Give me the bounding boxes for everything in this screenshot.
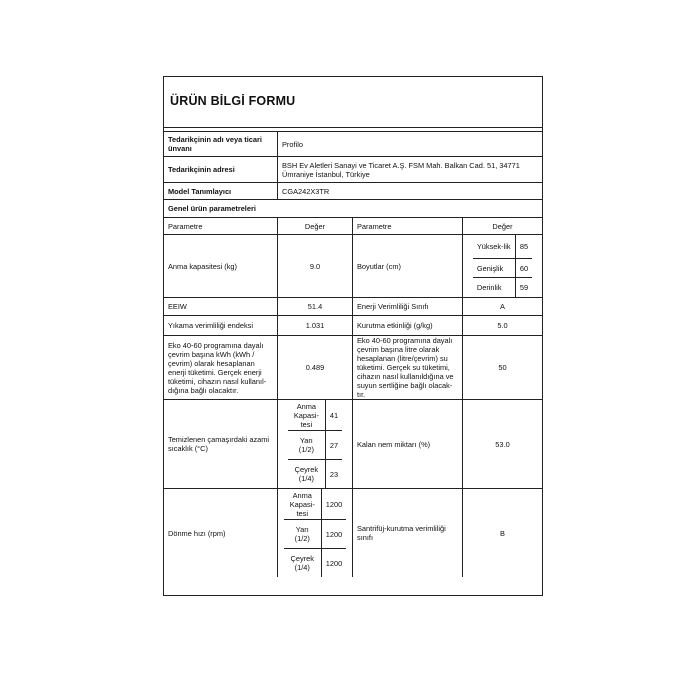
temp-values: [278, 400, 353, 488]
spin-rated-label: Anma Kapasi-tesi: [284, 489, 322, 519]
temperature-row: [164, 399, 542, 488]
capacity-row: [164, 234, 542, 297]
max-temp-label: Temizlenen çamaşırdaki azami sıcaklık (°C): [164, 400, 278, 488]
eeiw-row: [164, 297, 542, 315]
model-value: CGA242X3TR: [282, 186, 330, 196]
supplier-name-row: [164, 131, 542, 156]
header-value-left: Değer: [278, 218, 353, 234]
width-value: 60: [519, 263, 529, 273]
product-info-form: [163, 76, 543, 596]
eeiw-label: EEIW: [164, 298, 278, 315]
temp-half-label: Yarı (1/2): [288, 431, 326, 459]
spin-half-label: Yarı (1/2): [284, 520, 322, 548]
temp-half-value: 27: [329, 440, 339, 450]
model-label: Model Tanımlayıcı: [164, 183, 278, 199]
water-cons-value: 50: [498, 363, 507, 372]
depth-value: 59: [519, 283, 529, 292]
temp-rated-label: Anma Kapasi-tesi: [288, 400, 326, 430]
supplier-address-row: [164, 156, 542, 182]
width-label: Genişlik: [473, 259, 516, 277]
consumption-row: [164, 335, 542, 399]
energy-class-value: A: [500, 302, 505, 311]
form-title: ÜRÜN BİLGİ FORMU: [164, 77, 542, 128]
spin-label: Dönme hızı (rpm): [164, 489, 278, 577]
height-label: Yüksek-lik: [473, 235, 516, 258]
dimensions-values: [463, 235, 542, 297]
spin-row: [164, 488, 542, 577]
model-row: [164, 182, 542, 199]
rinse-eff-value: 5.0: [497, 321, 508, 330]
spin-rated-value: 1200: [325, 499, 343, 509]
general-params-heading: Genel ürün parametreleri: [168, 204, 256, 213]
header-param-left: Parametre: [164, 218, 278, 234]
header-param-right: Parametre: [353, 218, 463, 234]
residual-label: Kalan nem miktarı (%): [353, 400, 463, 488]
rinse-eff-label: Kurutma etkinliği (g/kg): [353, 316, 463, 335]
eeiw-value: 51.4: [278, 298, 353, 315]
supplier-address-value: BSH Ev Aletleri Sanayi ve Ticaret A.Ş. FSM Mah. Balkan Cad. 51, 34771 Ümraniye İstanbul, Türkiye: [282, 160, 520, 179]
spin-class-value: B: [500, 528, 505, 538]
depth-label: Derinlik: [473, 278, 516, 297]
capacity-label: Anma kapasitesi (kg): [164, 235, 278, 297]
height-value: 85: [519, 242, 529, 251]
wash-eff-value: 1.031: [278, 316, 353, 335]
supplier-address-label: Tedarikçinin adresi: [164, 157, 278, 182]
supplier-name-label: Tedarikçinin adı veya ticari ünvanı: [164, 132, 278, 156]
wash-eff-label: Yıkama verimliliği endeksi: [164, 316, 278, 335]
water-cons-label: Eko 40-60 programına dayalı çevrim başına litre olarak hesaplanan (litre/çevrim) su tüketimi. Gerçek su tüketimi, cihazın nasıl kullanıldığına ve suyun sertliğine bağlı olacak-tır.: [353, 336, 463, 399]
spin-quarter-label: Çeyrek (1/4): [284, 549, 322, 577]
dimensions-label: Boyutlar (cm): [353, 235, 463, 297]
table-header-row: [164, 217, 542, 234]
energy-cons-label: Eko 40-60 programına dayalı çevrim başına kWh (kWh / çevrim) olarak hesaplanan enerji tüketimi. Gerçek enerji tüketimi, cihazın nasıl kullanıl-dığına bağlı olacaktır.: [164, 336, 278, 399]
supplier-name-value: Profilo: [282, 139, 303, 149]
general-params-row: [164, 199, 542, 217]
capacity-value: 9.0: [278, 235, 353, 297]
energy-cons-value: 0.489: [278, 336, 353, 399]
spin-half-value: 1200: [325, 529, 343, 539]
temp-rated-value: 41: [329, 410, 339, 420]
spin-class-label: Santrifüj-kurutma verimliliği sınıfı: [353, 489, 463, 577]
temp-quarter-value: 23: [329, 469, 339, 479]
spin-quarter-value: 1200: [325, 558, 343, 568]
spin-values: [278, 489, 353, 577]
residual-value: 53.0: [495, 439, 510, 449]
header-value-right: Değer: [492, 221, 513, 231]
temp-quarter-label: Çeyrek (1/4): [288, 460, 326, 488]
energy-class-label: Enerji Verimliliği Sınıfı: [353, 298, 463, 315]
wash-eff-row: [164, 315, 542, 335]
